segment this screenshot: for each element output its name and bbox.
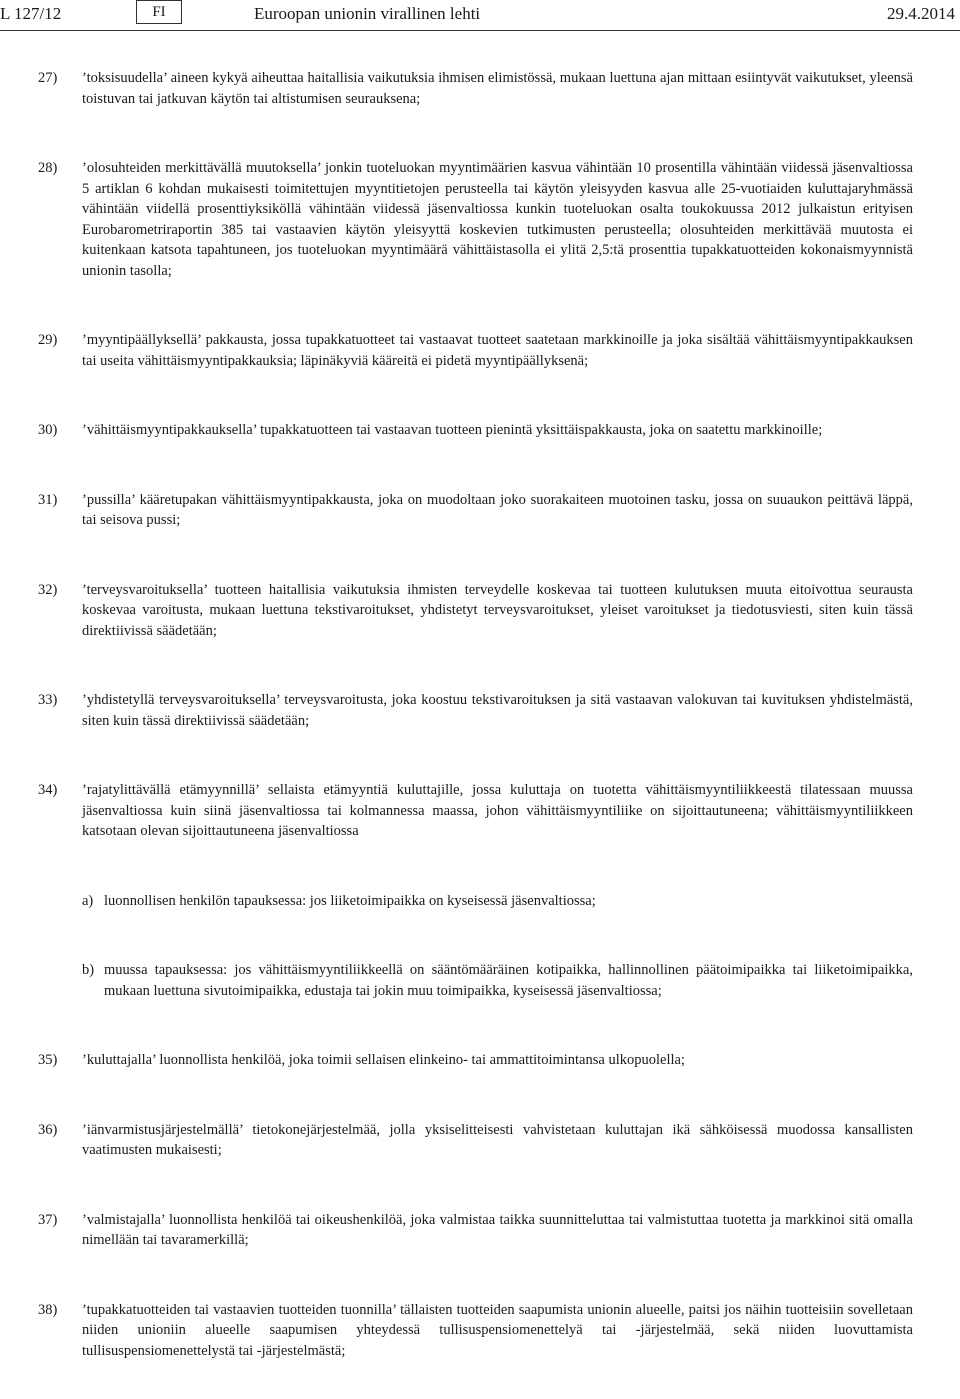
definition-item-28 [38,158,913,281]
item-text: ’valmistajalla’ luonnollista henkilöä tai oikeushenkilöä, joka valmistaa taikka suunnitteluttaa tai valmistuttaa tuotetta ja markkinoi sitä omalla nimellään tai tavaramerkillä; [82,1211,913,1248]
item-text: ’pussilla’ kääretupakan vähittäismyyntipakkausta, joka on muodoltaan joko suorakaiteen muotoinen tasku, jossa on suuaukon peittävä läppä, tai seisova pussi; [82,491,913,528]
language-code-box: FI [136,0,182,24]
journal-title: Euroopan unionin virallinen lehti [254,4,481,23]
item-text: ’kuluttajalla’ luonnollista henkilöä, joka toimii sellaisen elinkeino- tai ammattitoimintansa ulkopuolella; [82,1052,685,1068]
definition-item-36 [38,1120,913,1161]
page-reference: L 127/12 [0,4,62,23]
item-number: 33) [38,692,58,708]
item-text: ’olosuhteiden merkittävällä muutoksella’ jonkin tuoteluokan myyntimäärien kasvua vähintään 10 prosentilla vähintään viidessä jäsenvaltiossa 5 artiklan 6 kohdan mukaisesti toimitettujen myyntitietojen perusteella tai käytön yleisyyden kasvua alle 25-vuotiaiden kuluttajaryhmässä vähintään viidellä prosenttiyksiköllä vähintään viidessä jäsenvaltiossa kunkin tuoteluokan osalta toukokuussa 2012 julkaistun erityisen Eurobarometriraportin 385 tai vastaavien käytön yleisyyttä koskevien tutkimusten perusteella; olosuhteiden merkittävää muutosta ei kuitenkaan katsota tapahtuneen, jos tuoteluokan myyntimäärä vähittäistasolla ei ylitä 2,5:tä prosenttia tupakkatuotteiden kokonaismyynnistä unionin tasolla; [82,160,913,279]
header-divider [0,30,960,31]
item-text: ’toksisuudella’ aineen kykyä aiheuttaa haitallisia vaikutuksia ihmisen elimistössä, mukaan luettuna ajan mittaan esiintyvät vaikutukset, yleensä toistuvan tai jatkuvan käytön tai altistumisen seurauksena; [82,70,913,107]
item-text: ’vähittäismyyntipakkauksella’ tupakkatuotteen tai vastaavan tuotteen pienintä yksittäispakkausta, joka on saatettu markkinoille; [82,422,823,438]
sub-item-a [38,891,913,912]
item-number: 38) [38,1301,58,1318]
definition-item-38 [38,1300,913,1362]
sub-item-text: muussa tapauksessa: jos vähittäismyyntiliikkeellä on sääntömääräinen kotipaikka, hallinnollinen päätoimipaikka tai liiketoimipaikka, mukaan luettuna sivutoimipaikka, edustaja tai jokin muu toimipaikka, kyseisessä jäsenvaltiossa; [104,962,913,999]
item-text: ’iänvarmistusjärjestelmällä’ tietokonejärjestelmää, jolla yksiselitteisesti vahvistetaan kuluttajan ikä sähköisessä muodossa kansallisten vaatimusten mukaisesti; [82,1121,913,1158]
item-number: 29) [38,332,58,348]
definition-item-33 [38,690,913,731]
item-number: 32) [38,581,58,598]
publication-date: 29.4.2014 [887,4,955,23]
definition-item-31 [38,490,913,531]
item-number: 31) [38,491,58,508]
item-text: ’myyntipäällyksellä’ pakkausta, jossa tupakkatuotteet tai vastaavat tuotteet saatetaan markkinoille ja joka sisältää vähittäismyyntipakkauksen tai useita vähittäismyyntipakkauksia; läpinäkyviä kääreitä ei pidetä myyntipäällyksenä; [82,332,913,369]
document-body [38,68,913,1361]
definition-item-35 [38,1050,913,1071]
definition-item-29 [38,330,913,371]
definition-item-27 [38,68,913,109]
item-number: 28) [38,160,58,176]
item-text: ’yhdistetyllä terveysvaroituksella’ terveysvaroitusta, joka koostuu tekstivaroituksen ja sitä vastaavan valokuvan tai kuvituksen yhdistelmästä, siten kuin tässä direktiivissä säädetään; [82,692,913,729]
definition-item-34 [38,780,913,842]
definition-item-32 [38,580,913,642]
item-number: 35) [38,1052,58,1068]
item-number: 34) [38,782,58,798]
sub-item-b [38,960,913,1001]
item-text: ’terveysvaroituksella’ tuotteen haitallisia vaikutuksia ihmisten terveydelle koskevaa tai tuotteen kulutuksen muuta eitoivottua seurausta koskevaa varoitusta, mukaan luettuna tekstivaroitukset, yhdistetyt terveysvaroitukset, yleiset varoitukset ja tiedotusviesti, siten kuin tässä direktiivissä säädetään; [82,581,913,639]
item-number: 30) [38,422,58,438]
item-number: 27) [38,70,58,86]
sub-item-letter: b) [82,962,95,978]
sub-item-letter: a) [82,892,94,909]
page-header [0,0,960,32]
item-text: ’rajatylittävällä etämyynnillä’ sellaista etämyyntiä kuluttajille, jossa kuluttaja on tuotetta vähittäismyyntiliikkeestä tilatessaan muussa jäsenvaltiossa kuin siinä jäsenvaltiossa tai kolmannessa maassa, johon vähittäismyyntiliike on sijoittautuneena; vähittäismyyntiliikkeen katsotaan olevan sijoittautuneena jäsenvaltiossa [82,782,913,839]
item-number: 36) [38,1121,58,1138]
sub-item-text: luonnollisen henkilön tapauksessa: jos liiketoimipaikka on kyseisessä jäsenvaltiossa; [104,892,596,909]
definition-item-30 [38,420,913,441]
definition-item-37 [38,1210,913,1251]
item-text: ’tupakkatuotteiden tai vastaavien tuotteiden tuonnilla’ tällaisten tuotteiden saapumista unionin alueelle, paitsi jos näihin tuotteisiin sovelletaan niiden unioniin alueelle saapumisen yhteydessä tullisuspensiomenettelyä tai -järjestelmää, sekä niiden luovuttamista tullisuspensiomenettelystä tai -järjestelmästä; [82,1301,913,1359]
item-number: 37) [38,1211,58,1228]
